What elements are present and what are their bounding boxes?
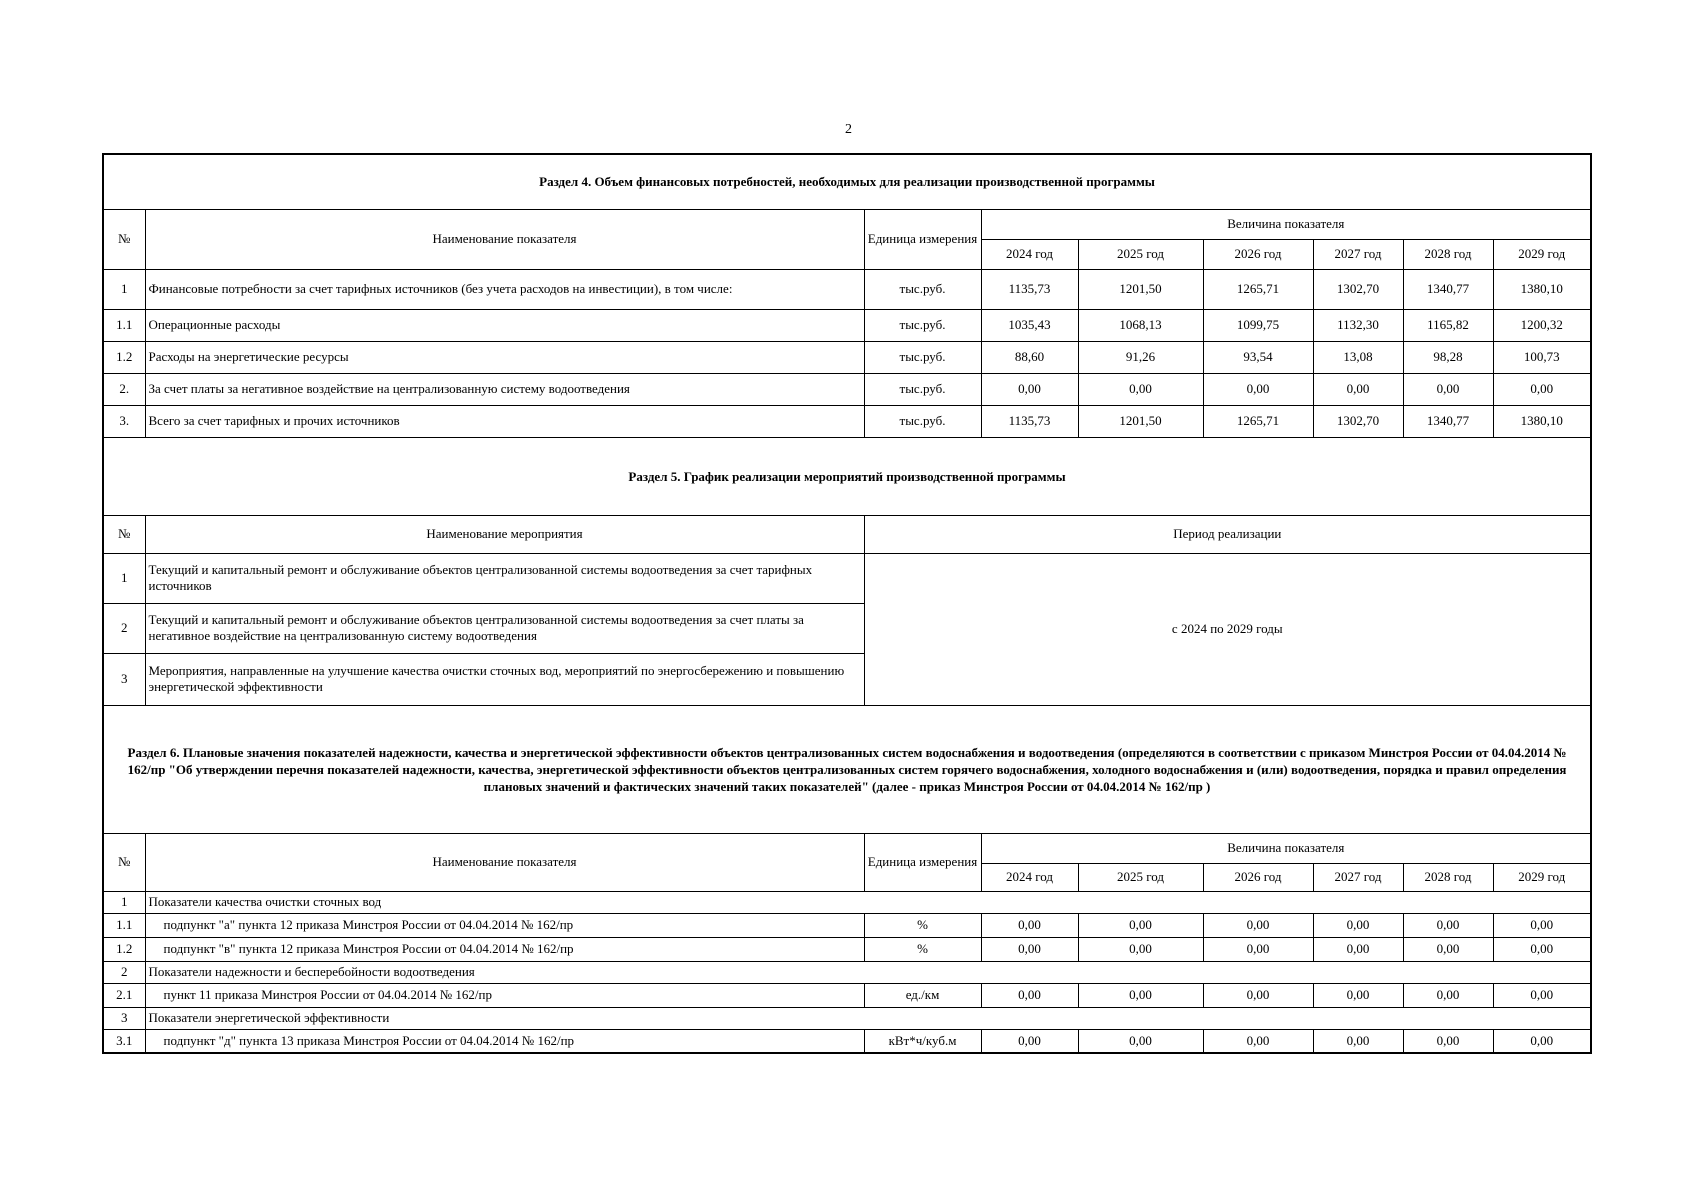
row-value: 0,00	[1493, 937, 1591, 961]
row-unit: тыс.руб.	[864, 269, 981, 309]
row-number: 1.1	[103, 913, 145, 937]
row-name: Финансовые потребности за счет тарифных источников (без учета расходов на инвестиции), в том числе:	[145, 269, 864, 309]
row-value: 1201,50	[1078, 269, 1203, 309]
section4-row	[103, 373, 1591, 405]
row-value: 88,60	[981, 341, 1078, 373]
row-value: 0,00	[1493, 373, 1591, 405]
row-value: 0,00	[1313, 1029, 1403, 1053]
col-no-header: №	[103, 209, 145, 269]
row-value: 1302,70	[1313, 405, 1403, 437]
row-value: 0,00	[1493, 983, 1591, 1007]
section6-group-row	[103, 1007, 1591, 1029]
row-number: 3.1	[103, 1029, 145, 1053]
row-value: 1302,70	[1313, 269, 1403, 309]
row-value: 0,00	[1403, 937, 1493, 961]
section6-row	[103, 983, 1591, 1007]
row-number: 2	[103, 603, 145, 653]
row-unit: %	[864, 937, 981, 961]
col-unit-header: Единица измерения	[864, 833, 981, 891]
row-value: 0,00	[981, 1029, 1078, 1053]
year-header: 2027 год	[1313, 239, 1403, 269]
row-name: Расходы на энергетические ресурсы	[145, 341, 864, 373]
col-name-header: Наименование показателя	[145, 209, 864, 269]
row-number: 1.1	[103, 309, 145, 341]
row-value: 13,08	[1313, 341, 1403, 373]
row-value: 0,00	[1203, 1029, 1313, 1053]
col-no-header: №	[103, 515, 145, 553]
row-number: 1	[103, 553, 145, 603]
row-value: 1380,10	[1493, 405, 1591, 437]
row-value: 0,00	[1403, 913, 1493, 937]
row-value: 1200,32	[1493, 309, 1591, 341]
year-header: 2024 год	[981, 239, 1078, 269]
row-value: 1035,43	[981, 309, 1078, 341]
row-number: 1	[103, 269, 145, 309]
row-value: 0,00	[981, 373, 1078, 405]
col-no-header: №	[103, 833, 145, 891]
row-number: 3	[103, 653, 145, 705]
row-value: 0,00	[981, 983, 1078, 1007]
group-name: Показатели качества очистки сточных вод	[145, 891, 1591, 913]
section4-title: Раздел 4. Объем финансовых потребностей, необходимых для реализации производственной программы	[103, 154, 1591, 209]
year-header: 2025 год	[1078, 863, 1203, 891]
row-value: 0,00	[1078, 983, 1203, 1007]
section6-title-row	[103, 705, 1591, 833]
group-name: Показатели надежности и бесперебойности водоотведения	[145, 961, 1591, 983]
year-header: 2027 год	[1313, 863, 1403, 891]
col-period-header: Период реализации	[864, 515, 1591, 553]
row-unit: тыс.руб.	[864, 341, 981, 373]
row-unit: кВт*ч/куб.м	[864, 1029, 981, 1053]
row-value: 1380,10	[1493, 269, 1591, 309]
row-value: 91,26	[1078, 341, 1203, 373]
year-header: 2026 год	[1203, 863, 1313, 891]
row-value: 1165,82	[1403, 309, 1493, 341]
row-value: 0,00	[981, 937, 1078, 961]
row-value: 0,00	[1203, 937, 1313, 961]
row-number: 2.	[103, 373, 145, 405]
row-name: подпункт "в" пункта 12 приказа Минстроя России от 04.04.2014 № 162/пр	[145, 937, 864, 961]
row-value: 1132,30	[1313, 309, 1403, 341]
row-number: 2.1	[103, 983, 145, 1007]
period-value: с 2024 по 2029 годы	[864, 553, 1591, 705]
section5-title-row	[103, 437, 1591, 515]
row-name: Текущий и капитальный ремонт и обслуживание объектов централизованной системы водоотведения за счет тарифных источников	[145, 553, 864, 603]
row-value: 98,28	[1403, 341, 1493, 373]
section4-row	[103, 341, 1591, 373]
row-value: 1068,13	[1078, 309, 1203, 341]
section6-title: Раздел 6. Плановые значения показателей надежности, качества и энергетической эффективности объектов централизованных систем водоснабжения и водоотведения (определяются в соответствии с приказом Минстроя России от 04.04.2014 № 162/пр "Об утверждении перечня показателей надежности, качества, энергетической эффективности объектов централизованных систем горячего водоснабжения, холодного водоснабжения и (или) водоотведения, порядка и правил определения плановых значений и фактических значений таких показателей" (далее - приказ Минстроя России от 04.04.2014 № 162/пр )	[103, 705, 1591, 833]
row-value: 0,00	[1078, 913, 1203, 937]
row-value: 1340,77	[1403, 269, 1493, 309]
section5-header-row	[103, 515, 1591, 553]
row-value: 0,00	[1203, 373, 1313, 405]
row-value: 0,00	[1403, 1029, 1493, 1053]
row-value: 0,00	[1203, 913, 1313, 937]
document-frame	[102, 153, 1590, 1054]
col-value-header: Величина показателя	[981, 209, 1591, 239]
row-value: 0,00	[1078, 373, 1203, 405]
row-number: 1.2	[103, 341, 145, 373]
row-value: 0,00	[1203, 983, 1313, 1007]
section5-title: Раздел 5. График реализации мероприятий производственной программы	[103, 437, 1591, 515]
group-number: 1	[103, 891, 145, 913]
row-value: 100,73	[1493, 341, 1591, 373]
row-name: Операционные расходы	[145, 309, 864, 341]
section6-header-row-1	[103, 833, 1591, 863]
row-unit: тыс.руб.	[864, 309, 981, 341]
row-number: 3.	[103, 405, 145, 437]
row-value: 93,54	[1203, 341, 1313, 373]
section4-title-row	[103, 154, 1591, 209]
section5-row	[103, 553, 1591, 603]
year-header: 2024 год	[981, 863, 1078, 891]
row-name: подпункт "д" пункта 13 приказа Минстроя России от 04.04.2014 № 162/пр	[145, 1029, 864, 1053]
page-number: 2	[845, 122, 852, 137]
section6-row	[103, 937, 1591, 961]
section6-row	[103, 913, 1591, 937]
year-header: 2025 год	[1078, 239, 1203, 269]
group-number: 3	[103, 1007, 145, 1029]
row-name: подпункт "а" пункта 12 приказа Минстроя России от 04.04.2014 № 162/пр	[145, 913, 864, 937]
section6-group-row	[103, 961, 1591, 983]
row-value: 1265,71	[1203, 405, 1313, 437]
row-value: 1265,71	[1203, 269, 1313, 309]
row-value: 0,00	[1403, 983, 1493, 1007]
row-value: 0,00	[1313, 373, 1403, 405]
row-unit: %	[864, 913, 981, 937]
row-value: 1135,73	[981, 269, 1078, 309]
row-value: 0,00	[1493, 1029, 1591, 1053]
year-header: 2026 год	[1203, 239, 1313, 269]
col-name-header: Наименование мероприятия	[145, 515, 864, 553]
row-value: 1099,75	[1203, 309, 1313, 341]
row-value: 0,00	[1313, 937, 1403, 961]
row-name: Мероприятия, направленные на улучшение качества очистки сточных вод, мероприятий по энергосбережению и повышению энергетической эффективности	[145, 653, 864, 705]
row-value: 0,00	[1313, 983, 1403, 1007]
row-unit: тыс.руб.	[864, 373, 981, 405]
row-name: За счет платы за негативное воздействие на централизованную систему водоотведения	[145, 373, 864, 405]
row-value: 1135,73	[981, 405, 1078, 437]
row-unit: ед./км	[864, 983, 981, 1007]
row-value: 0,00	[1078, 1029, 1203, 1053]
year-header: 2028 год	[1403, 239, 1493, 269]
row-value: 1340,77	[1403, 405, 1493, 437]
row-unit: тыс.руб.	[864, 405, 981, 437]
section4-header-row-1	[103, 209, 1591, 239]
section6-row	[103, 1029, 1591, 1053]
section4-row	[103, 405, 1591, 437]
row-name: пункт 11 приказа Минстроя России от 04.04.2014 № 162/пр	[145, 983, 864, 1007]
row-value: 1201,50	[1078, 405, 1203, 437]
year-header: 2029 год	[1493, 239, 1591, 269]
col-value-header: Величина показателя	[981, 833, 1591, 863]
group-number: 2	[103, 961, 145, 983]
col-name-header: Наименование показателя	[145, 833, 864, 891]
year-header: 2028 год	[1403, 863, 1493, 891]
section4-row	[103, 269, 1591, 309]
col-unit-header: Единица измерения	[864, 209, 981, 269]
row-value: 0,00	[981, 913, 1078, 937]
row-value: 0,00	[1493, 913, 1591, 937]
row-name: Текущий и капитальный ремонт и обслуживание объектов централизованной системы водоотведения за счет платы за негативное воздействие на централизованную систему водоотведения	[145, 603, 864, 653]
row-value: 0,00	[1313, 913, 1403, 937]
row-value: 0,00	[1403, 373, 1493, 405]
row-name: Всего за счет тарифных и прочих источников	[145, 405, 864, 437]
section4-row	[103, 309, 1591, 341]
row-value: 0,00	[1078, 937, 1203, 961]
section6-group-row	[103, 891, 1591, 913]
year-header: 2029 год	[1493, 863, 1591, 891]
group-name: Показатели энергетической эффективности	[145, 1007, 1591, 1029]
row-number: 1.2	[103, 937, 145, 961]
main-table	[102, 153, 1592, 1054]
